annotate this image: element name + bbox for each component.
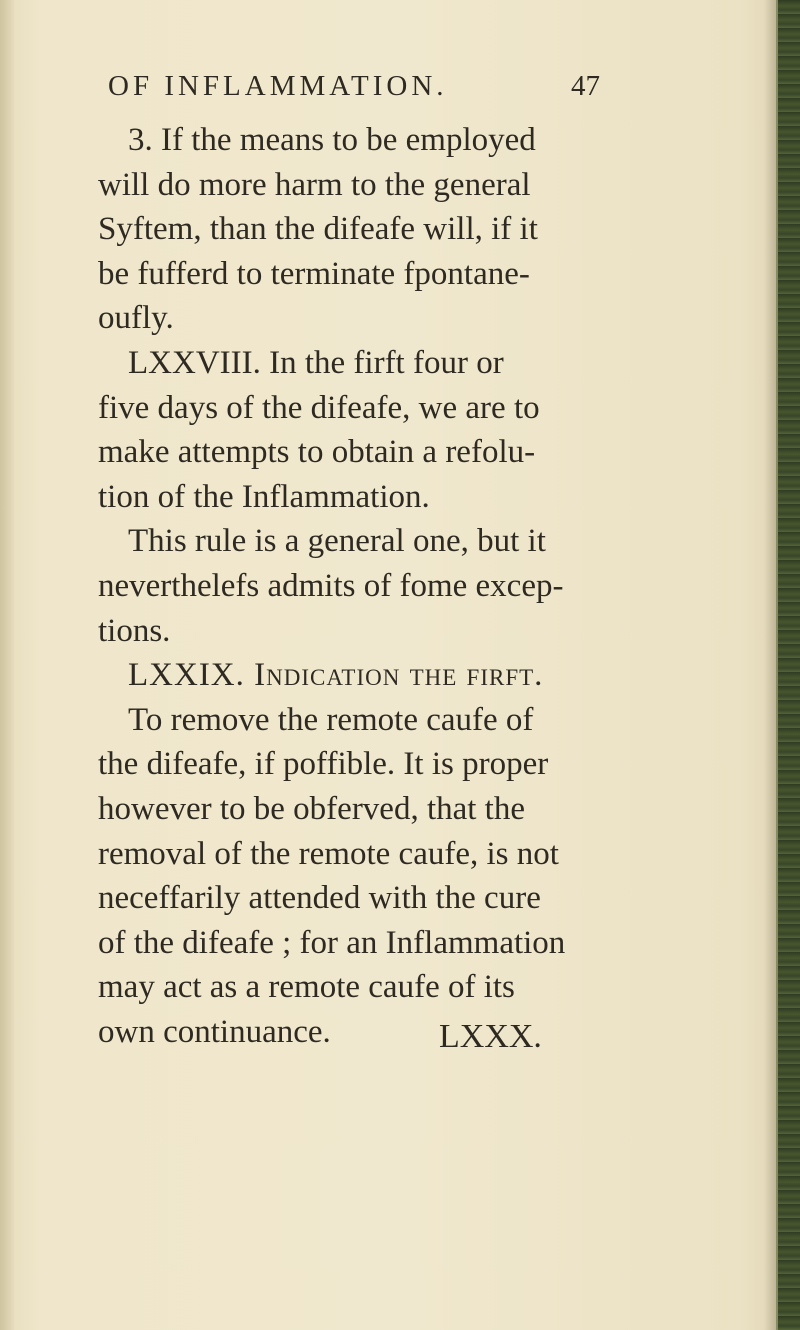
page-text (98, 118, 618, 1054)
book-binding (776, 0, 800, 1330)
text-line: This rule is a general one, but it (128, 523, 546, 560)
text-line: will do more harm to the general (98, 166, 531, 203)
text-line: 3. If the means to be employed (128, 122, 536, 158)
text-line: neceffarily attended with the cure (98, 880, 541, 917)
page-header (108, 68, 600, 108)
text-line: oufly. (98, 300, 174, 337)
page-number: 47 (571, 70, 600, 102)
text-line: Syftem, than the difeafe will, if it (98, 211, 538, 248)
text-line: To remove the remote caufe of (128, 701, 534, 738)
running-head: OF INFLAMMATION. (108, 70, 448, 102)
text-line: own continuance. (98, 1013, 331, 1050)
section-heading-lxxviii: LXXVIII. In the firft four or (128, 344, 504, 381)
text-line: tions. (98, 612, 171, 649)
text-line: five days of the difeafe, we are to (98, 389, 540, 426)
text-line: may act as a remote caufe of its (98, 969, 515, 1006)
text-line: removal of the remote caufe, is not (98, 835, 559, 872)
text-line: neverthelefs admits of fome excep- (98, 567, 564, 604)
page-left-edge (0, 0, 14, 1330)
text-line: however to be obferved, that the (98, 790, 526, 827)
text-line: tion of the Inflammation. (98, 478, 430, 515)
text-line: make attempts to obtain a refolu- (98, 434, 536, 471)
text-line: of the difeafe ; for an Inflammation (98, 924, 566, 961)
text-line: be fufferd to terminate fpontane- (98, 255, 530, 292)
catchword: LXXX. (439, 1018, 542, 1055)
section-heading-lxxix: LXXIX. Indication the firft. (128, 657, 544, 694)
text-line: the difeafe, if poffible. It is proper (98, 746, 549, 783)
